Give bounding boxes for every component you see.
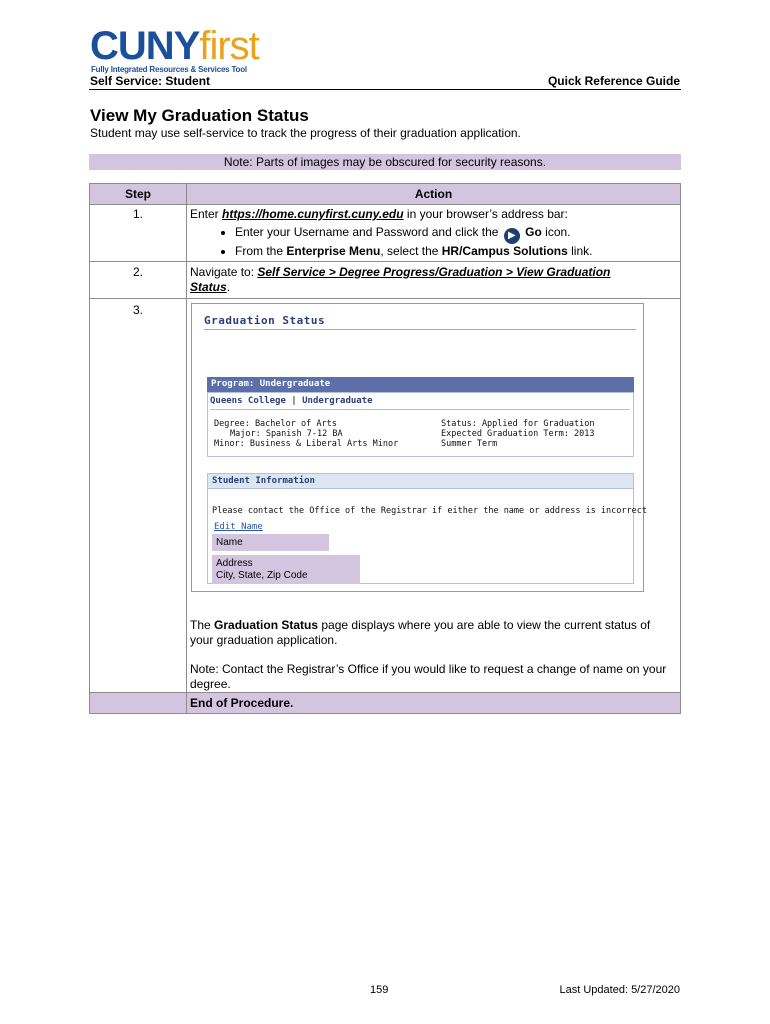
table-header-row	[90, 184, 681, 205]
text: The	[190, 618, 215, 632]
table-row	[90, 299, 681, 693]
logo-cuny: CUNY	[90, 24, 200, 68]
screenshot-title: Graduation Status	[204, 314, 326, 327]
college-label: Queens College | Undergraduate	[210, 396, 373, 406]
step-number: 3.	[132, 303, 143, 317]
edit-name-link[interactable]: Edit Name	[214, 522, 263, 532]
column-header-action: Action	[187, 184, 681, 205]
navigation-path: Self Service > Degree Progress/Graduation > View Graduation	[257, 265, 611, 279]
text: , select the	[380, 244, 442, 258]
text: icon.	[541, 225, 571, 239]
text: page displays where you are able to view the current status of your graduation application.	[190, 618, 651, 647]
enterprise-menu-label: Enterprise Menu	[286, 244, 381, 258]
expected-term-text: Expected Graduation Term: 2013	[441, 429, 595, 439]
last-updated: Last Updated: 5/27/2020	[559, 984, 680, 996]
page-header	[89, 74, 681, 90]
graduation-status-screenshot	[191, 303, 647, 592]
list-item	[235, 225, 674, 244]
text: link.	[567, 244, 593, 258]
hr-campus-label: HR/Campus Solutions	[441, 244, 568, 258]
logo-first: first	[199, 24, 259, 68]
header-section: Self Service: Student	[90, 74, 211, 88]
header-guide-label: Quick Reference Guide	[547, 74, 680, 88]
minor-text: Minor: Business & Liberal Arts Minor	[214, 439, 399, 449]
divider	[210, 409, 630, 410]
city-label: City, State, Zip Code	[216, 570, 308, 581]
divider	[204, 329, 636, 330]
page-number: 159	[370, 984, 389, 996]
go-icon: ▶	[504, 228, 520, 244]
security-note: Note: Parts of images may be obscured for security reasons.	[89, 154, 681, 170]
end-of-procedure: End of Procedure.	[187, 693, 681, 714]
page-subtitle: Student may use self-service to track the progress of their graduation application.	[90, 126, 521, 140]
student-info-box	[207, 489, 647, 584]
end-row-step	[90, 693, 187, 714]
major-text: Major: Spanish 7-12 BA	[230, 429, 343, 439]
text: From the	[235, 244, 287, 258]
table-row	[90, 205, 681, 262]
list-item	[235, 244, 674, 259]
procedure-table	[89, 183, 681, 714]
end-row	[90, 693, 681, 714]
action-cell	[187, 299, 681, 693]
address-label: Address	[216, 558, 253, 569]
logo-wordmark	[90, 26, 259, 66]
graduation-status-label: Graduation Status	[214, 618, 319, 632]
degree-text: Degree: Bachelor of Arts	[214, 419, 337, 429]
table-row	[90, 262, 681, 299]
go-label: Go	[525, 225, 542, 239]
cunyfirst-url-link[interactable]: https://home.cunyfirst.cuny.edu	[222, 207, 404, 221]
cunyfirst-logo	[90, 24, 259, 78]
text: Enter your Username and Password and click the	[235, 225, 502, 239]
step-number: 2.	[132, 265, 143, 279]
text: Navigate to:	[190, 265, 258, 279]
term-value-text: Summer Term	[441, 439, 498, 449]
student-info-bar: Student Information	[207, 473, 634, 489]
text: .	[226, 280, 231, 294]
instruction-list	[190, 225, 674, 259]
program-box	[207, 392, 634, 457]
step-number: 1.	[132, 207, 143, 221]
address-field	[212, 555, 360, 584]
action-cell	[187, 205, 681, 262]
action-cell	[187, 262, 681, 299]
text: Enter	[190, 207, 223, 221]
page-title: View My Graduation Status	[90, 106, 309, 125]
registrar-note: Note: Contact the Registrar’s Office if you would like to request a change of name on your degree.	[190, 662, 667, 691]
name-field: Name	[212, 534, 329, 551]
program-bar: Program: Undergraduate	[207, 377, 634, 392]
contact-registrar-text: Please contact the Office of the Registrar if either the name or address is incorrect	[212, 506, 647, 516]
column-header-step: Step	[90, 184, 187, 205]
navigation-path-end: Status	[190, 280, 227, 294]
text: in your browser’s address bar:	[403, 207, 568, 221]
logo-tagline: Fully Integrated Resources & Services Tool	[91, 65, 247, 74]
status-text: Status: Applied for Graduation	[441, 419, 595, 429]
